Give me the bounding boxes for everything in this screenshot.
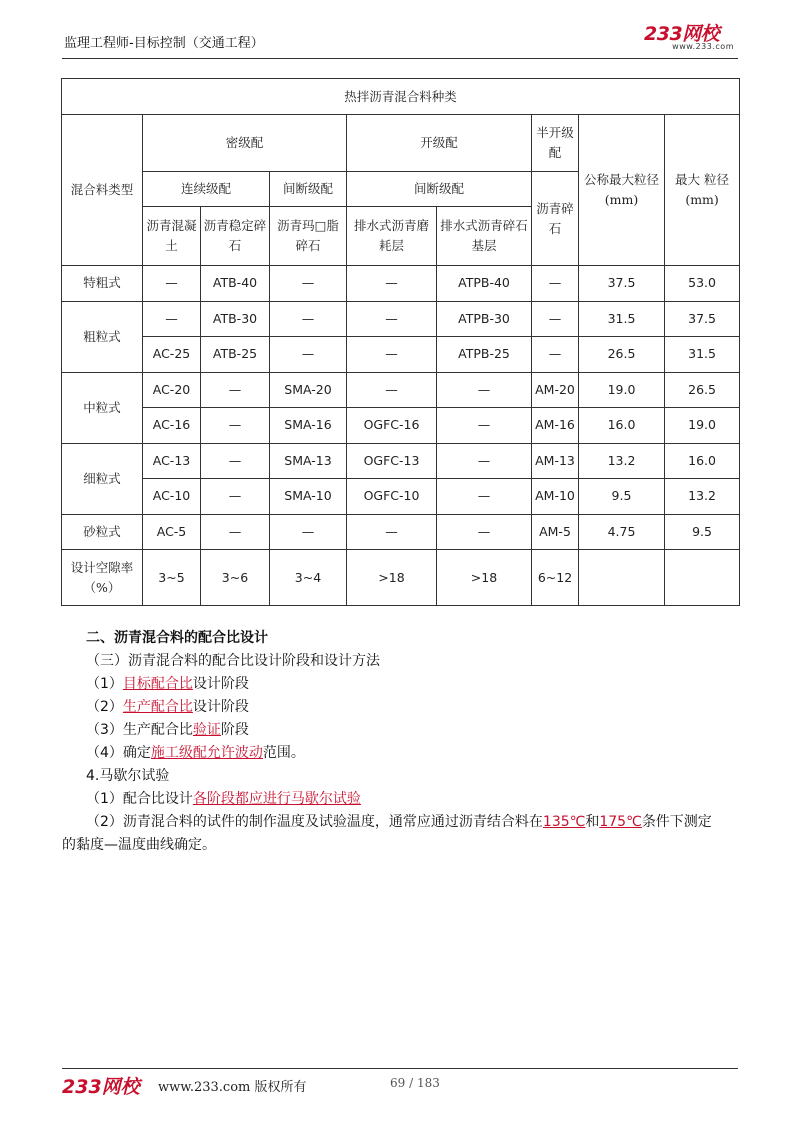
cell-ac: — — [143, 266, 201, 302]
item-prefix: （3）生产配合比 — [86, 722, 193, 738]
section-title: 二、沥青混合料的配合比设计 — [86, 630, 268, 646]
group-dense: 密级配 — [143, 115, 347, 172]
cell-atb: — — [201, 372, 270, 408]
row-group: 细粒式 — [62, 443, 143, 514]
cell-am: AM-5 — [532, 514, 579, 550]
cell-max: 16.0 — [665, 443, 740, 479]
col-atpb: 排水式沥青碎石基层 — [437, 207, 532, 266]
logo-url: www.233.com — [672, 42, 734, 51]
cell-atb: — — [201, 514, 270, 550]
table-row — [62, 408, 740, 444]
cell-max: 9.5 — [665, 514, 740, 550]
cell-nominal: 37.5 — [579, 266, 665, 302]
void-label: 设计空隙率（%） — [62, 550, 143, 606]
cell-nominal: 31.5 — [579, 301, 665, 337]
cell-ac: AC-5 — [143, 514, 201, 550]
header-title: 监理工程师-目标控制（交通工程） — [64, 36, 264, 51]
sub-continuous: 连续级配 — [143, 172, 270, 207]
table-row — [62, 301, 740, 337]
page-header — [62, 22, 738, 60]
item-prefix: （2） — [86, 699, 123, 715]
cell-ac: AC-10 — [143, 479, 201, 515]
list-item — [86, 743, 305, 763]
table-row — [62, 443, 740, 479]
text: （2）沥青混合料的试件的制作温度及试验温度，通常应通过沥青结合料在 — [86, 814, 543, 830]
item-suffix: 范围。 — [262, 745, 305, 761]
col-ogfc: 排水式沥青磨耗层 — [347, 207, 437, 266]
cell-nominal-empty — [579, 550, 665, 606]
col-nominal-size: 公称最大粒径(mm) — [579, 115, 665, 266]
cell-sma: SMA-13 — [270, 443, 347, 479]
highlight: 135℃ — [542, 814, 586, 830]
cell-sma: SMA-10 — [270, 479, 347, 515]
cell-ogfc: OGFC-10 — [347, 479, 437, 515]
cell-ogfc: — — [347, 301, 437, 337]
table-row — [62, 266, 740, 302]
cell-sma: SMA-16 — [270, 408, 347, 444]
page-footer — [62, 1072, 742, 1096]
cell-atpb: — — [437, 479, 532, 515]
cell-atb: — — [201, 408, 270, 444]
cell-am: 6~12 — [532, 550, 579, 606]
item-prefix: （1） — [86, 676, 123, 692]
cell-atpb: — — [437, 408, 532, 444]
item-suffix: 设计阶段 — [192, 676, 249, 692]
cell-sma: — — [270, 266, 347, 302]
cell-nominal: 26.5 — [579, 337, 665, 373]
cell-ogfc: — — [347, 266, 437, 302]
highlight: 175℃ — [599, 814, 642, 830]
cell-ogfc: OGFC-13 — [347, 443, 437, 479]
cell-sma: — — [270, 514, 347, 550]
footer-logo: 233网校 — [62, 1076, 140, 1098]
cell-ogfc: — — [347, 372, 437, 408]
cell-ac: AC-16 — [143, 408, 201, 444]
cell-max: 26.5 — [665, 372, 740, 408]
highlight: 施工级配允许波动 — [150, 745, 263, 761]
item-prefix: （1）配合比设计 — [86, 791, 193, 807]
text: 和 — [585, 814, 600, 830]
item-prefix: （4）确定 — [86, 745, 151, 761]
cell-atb: 3~6 — [201, 550, 270, 606]
cell-nominal: 13.2 — [579, 443, 665, 479]
cell-max: 13.2 — [665, 479, 740, 515]
cell-atpb: — — [437, 372, 532, 408]
paragraph-line: 的黏度—温度曲线确定。 — [62, 837, 216, 853]
cell-atpb: ATPB-40 — [437, 266, 532, 302]
cell-sma: SMA-20 — [270, 372, 347, 408]
header-divider — [62, 58, 738, 59]
cell-ac: AC-25 — [143, 337, 201, 373]
cell-atb: ATB-40 — [201, 266, 270, 302]
highlight: 目标配合比 — [122, 676, 193, 692]
table-row — [62, 372, 740, 408]
cell-max: 53.0 — [665, 266, 740, 302]
cell-atpb: ATPB-30 — [437, 301, 532, 337]
cell-ogfc: — — [347, 514, 437, 550]
cell-am: AM-10 — [532, 479, 579, 515]
cell-am: — — [532, 266, 579, 302]
cell-atpb: >18 — [437, 550, 532, 606]
col-max-size: 最大 粒径(mm) — [665, 115, 740, 266]
cell-sma: — — [270, 301, 347, 337]
item-suffix: 设计阶段 — [192, 699, 249, 715]
cell-max: 19.0 — [665, 408, 740, 444]
cell-nominal: 4.75 — [579, 514, 665, 550]
cell-ogfc: >18 — [347, 550, 437, 606]
row-group: 砂粒式 — [62, 514, 143, 550]
list-item — [86, 789, 361, 809]
cell-atpb: — — [437, 514, 532, 550]
highlight: 各阶段都应进行马歇尔试验 — [192, 791, 361, 807]
list-item — [86, 674, 249, 694]
cell-atb: ATB-25 — [201, 337, 270, 373]
page-number: 69 / 183 — [390, 1076, 440, 1090]
cell-ogfc: OGFC-16 — [347, 408, 437, 444]
col-atb: 沥青稳定碎石 — [201, 207, 270, 266]
row-group: 特粗式 — [62, 266, 143, 302]
cell-max: 31.5 — [665, 337, 740, 373]
logo-text: 233网校 — [644, 23, 720, 45]
col-am: 沥青碎石 — [532, 172, 579, 266]
section-heading: 4.马歇尔试验 — [86, 768, 170, 784]
row-group: 中粒式 — [62, 372, 143, 443]
cell-am: AM-16 — [532, 408, 579, 444]
cell-atb: — — [201, 479, 270, 515]
cell-ac: — — [143, 301, 201, 337]
cell-max-empty — [665, 550, 740, 606]
cell-atpb: ATPB-25 — [437, 337, 532, 373]
cell-nominal: 9.5 — [579, 479, 665, 515]
cell-atpb: — — [437, 443, 532, 479]
cell-ac: AC-13 — [143, 443, 201, 479]
group-open: 开级配 — [347, 115, 532, 172]
row-group: 粗粒式 — [62, 301, 143, 372]
highlight: 生产配合比 — [122, 699, 193, 715]
text: 条件下测定 — [641, 814, 712, 830]
list-item — [86, 720, 249, 740]
table-row — [62, 337, 740, 373]
table-row — [62, 514, 740, 550]
col-sma: 沥青玛□脂碎石 — [270, 207, 347, 266]
highlight: 验证 — [192, 722, 221, 738]
brand-logo — [644, 24, 734, 58]
cell-max: 37.5 — [665, 301, 740, 337]
item-suffix: 阶段 — [220, 722, 249, 738]
sub-gap-dense: 间断级配 — [270, 172, 347, 207]
cell-ac: 3~5 — [143, 550, 201, 606]
cell-atb: — — [201, 443, 270, 479]
cell-am: AM-20 — [532, 372, 579, 408]
cell-am: — — [532, 337, 579, 373]
sub-gap-open: 间断级配 — [347, 172, 532, 207]
list-item — [86, 697, 249, 717]
table-row — [62, 479, 740, 515]
col-ac: 沥青混凝土 — [143, 207, 201, 266]
table-row-void — [62, 550, 740, 606]
subsection-title: （三）沥青混合料的配合比设计阶段和设计方法 — [86, 653, 380, 669]
asphalt-mix-table — [61, 78, 740, 606]
col-mix-type: 混合料类型 — [62, 115, 143, 266]
table-title: 热拌沥青混合料种类 — [62, 79, 740, 115]
footer-copyright: www.233.com 版权所有 — [158, 1080, 307, 1095]
paragraph-line — [86, 812, 712, 832]
footer-divider — [62, 1068, 738, 1069]
cell-am: AM-13 — [532, 443, 579, 479]
cell-atb: ATB-30 — [201, 301, 270, 337]
cell-nominal: 19.0 — [579, 372, 665, 408]
group-semi: 半开级配 — [532, 115, 579, 172]
cell-ac: AC-20 — [143, 372, 201, 408]
cell-sma: — — [270, 337, 347, 373]
cell-sma: 3~4 — [270, 550, 347, 606]
cell-ogfc: — — [347, 337, 437, 373]
cell-nominal: 16.0 — [579, 408, 665, 444]
cell-am: — — [532, 301, 579, 337]
